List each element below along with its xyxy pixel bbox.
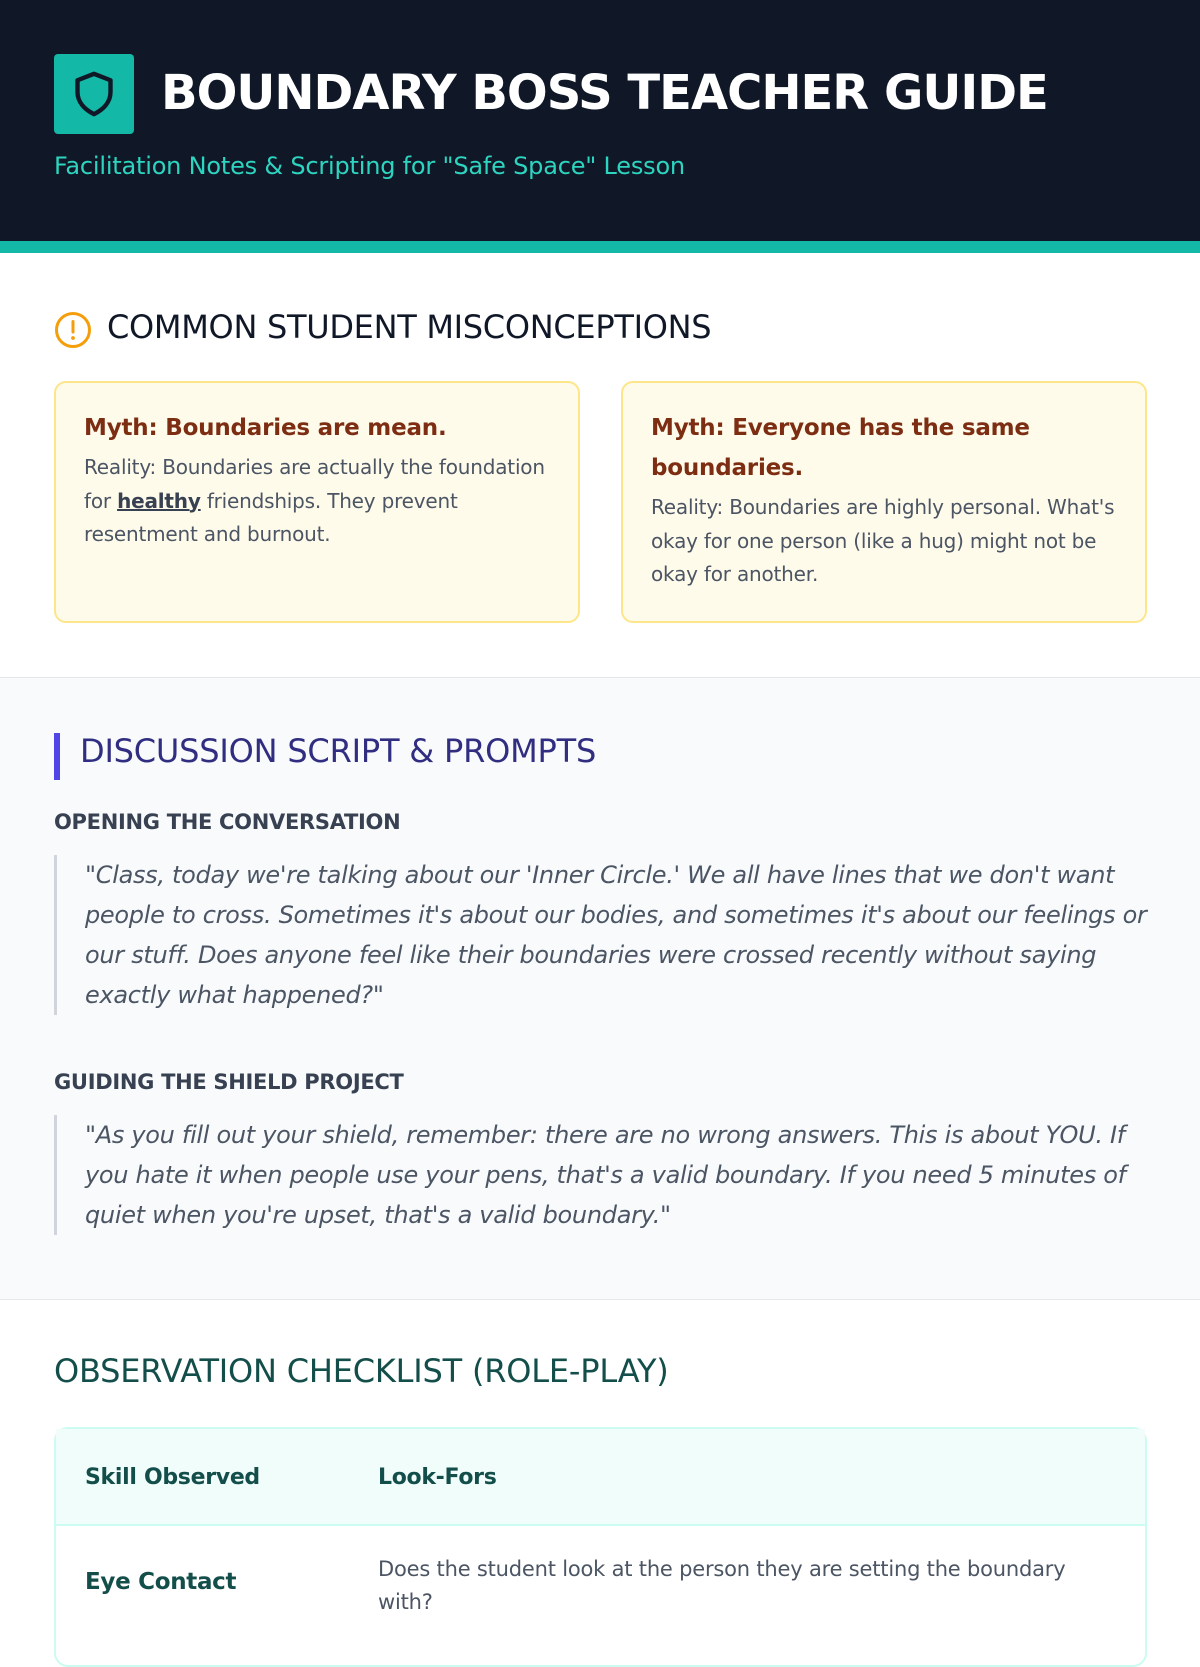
myth-title: Myth: Boundaries are mean. <box>84 415 447 441</box>
script-quote: "As you fill out your shield, remember: there are no wrong answers. This is about YOU. If you hate it when people use your pens, that's a valid boundary. If you need 5 minutes of quiet when you're upset, that's a valid boundary." <box>54 1115 1148 1235</box>
column-header-look-fors: Look-Fors <box>378 1465 497 1490</box>
script-quote: "Class, today we're talking about our 'Inner Circle.' We all have lines that we don't want people to cross. Sometimes it's about our bodies, and sometimes it's about our feelings or our stuff. Does anyone feel like their boundaries were crossed recently without saying exactly what happened?" <box>54 855 1148 1015</box>
page-header <box>0 0 1200 241</box>
myth-card <box>54 381 580 623</box>
emphasis-word: healthy <box>117 488 201 513</box>
section-accent-bar <box>54 733 60 780</box>
shield-icon <box>72 70 116 118</box>
misconceptions-title: COMMON STUDENT MISCONCEPTIONS <box>107 308 712 346</box>
discussion-title: DISCUSSION SCRIPT & PROMPTS <box>80 732 597 770</box>
checklist-table <box>54 1427 1147 1667</box>
warning-icon <box>54 311 92 349</box>
myth-title: Myth: Everyone has the same boundaries. <box>651 415 1030 481</box>
column-header-skill: Skill Observed <box>85 1465 260 1490</box>
myth-reality: Reality: Boundaries are highly personal. What's okay for one person (like a hug) might not be okay for another. <box>651 495 1115 586</box>
discussion-subheading: OPENING THE CONVERSATION <box>54 810 401 834</box>
table-cell-skill: Eye Contact <box>85 1569 237 1595</box>
checklist-title: OBSERVATION CHECKLIST (ROLE-PLAY) <box>54 1352 669 1390</box>
header-accent-bar <box>0 241 1200 253</box>
table-cell-look-for: Does the student look at the person they are setting the boundary with? <box>378 1557 1066 1614</box>
myth-reality: Reality: Boundaries are actually the foundation for healthy friendships. They prevent resentment and burnout. <box>84 455 545 546</box>
page-title: BOUNDARY BOSS TEACHER GUIDE <box>161 65 1048 121</box>
logo-badge <box>54 54 134 134</box>
table-header <box>56 1429 1145 1526</box>
discussion-subheading: GUIDING THE SHIELD PROJECT <box>54 1070 404 1094</box>
myth-card <box>621 381 1147 623</box>
discussion-section <box>0 677 1200 1300</box>
page-subtitle: Facilitation Notes & Scripting for "Safe Space" Lesson <box>54 152 685 180</box>
